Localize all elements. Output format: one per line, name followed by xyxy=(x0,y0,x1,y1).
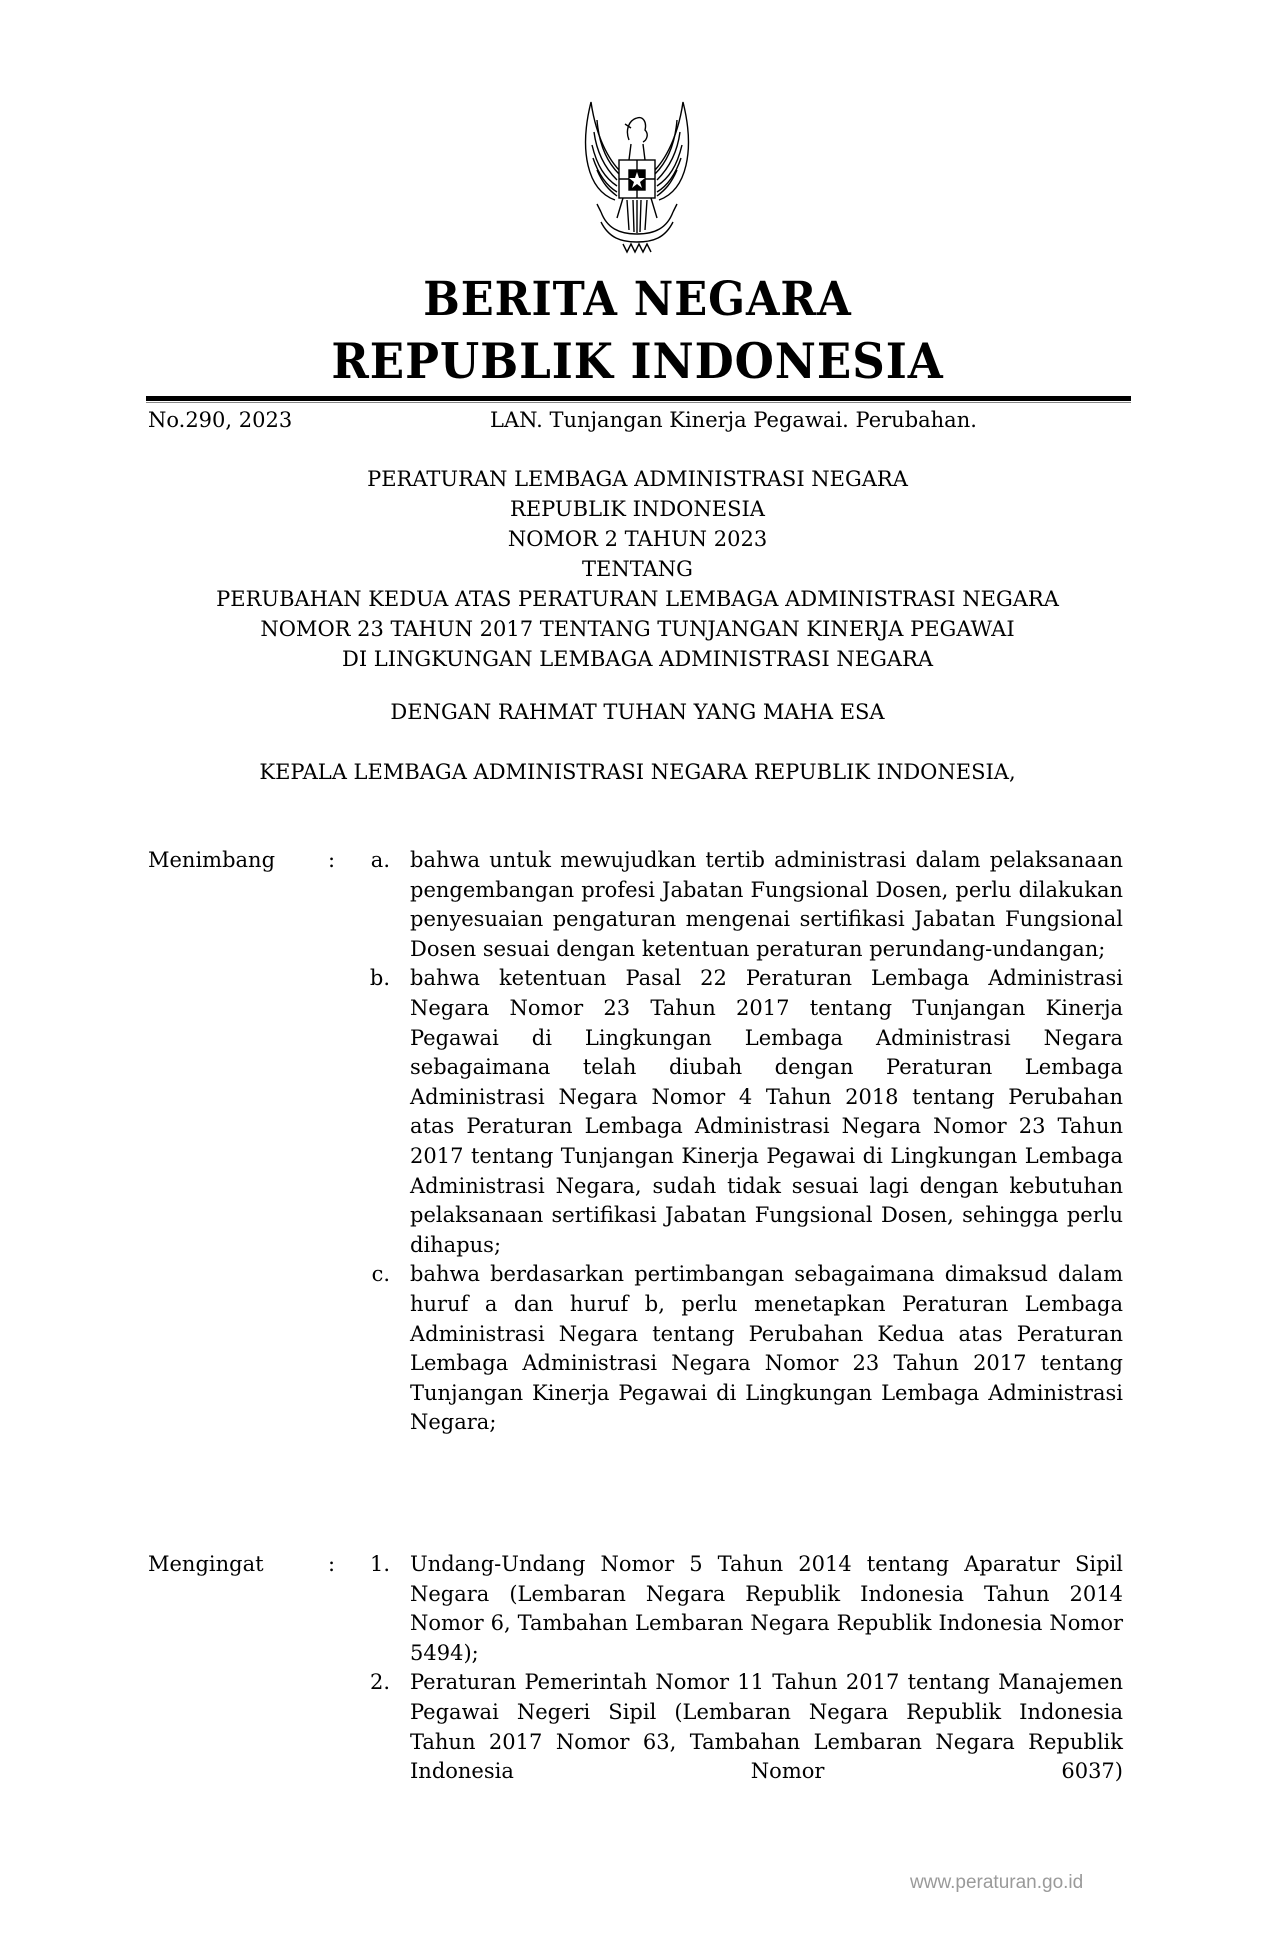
item-marker: a. xyxy=(370,848,390,872)
item-text: Peraturan Pemerintah Nomor 11 Tahun 2017 tentang Manajemen Pegawai Negeri Sipil (Lembaran Negara Republik Indonesia Tahun 2017 Nomor 63, Tambahan Lembaran Negara Republik Indonesia Nomor 6037) xyxy=(410,1670,1123,1784)
heading-line: NOMOR 2 TAHUN 2023 xyxy=(507,527,768,551)
list-item xyxy=(148,964,1123,1260)
section-colon: : xyxy=(328,848,336,872)
heading-line: REPUBLIK INDONESIA xyxy=(510,497,765,521)
list-item xyxy=(148,1260,1123,1438)
item-marker: c. xyxy=(371,1262,390,1287)
list-item xyxy=(148,1550,1123,1668)
section-label: Menimbang xyxy=(148,848,276,872)
heading-line: NOMOR 23 TAHUN 2017 TENTANG TUNJANGAN KINERJA PEGAWAI xyxy=(260,617,1015,641)
heading-line: PERUBAHAN KEDUA ATAS PERATURAN LEMBAGA ADMINISTRASI NEGARA xyxy=(216,587,1059,611)
item-text: Undang-Undang Nomor 5 Tahun 2014 tentang Aparatur Sipil Negara (Lembaran Negara Republik Indonesia Tahun 2014 Nomor 6, Tambahan Lembaran Negara Republik Indonesia Nomor 5494); xyxy=(410,1552,1123,1665)
item-marker: 2. xyxy=(369,1670,390,1695)
item-marker: b. xyxy=(369,966,390,991)
heading-line: TENTANG xyxy=(582,557,693,581)
item-text: bahwa untuk mewujudkan tertib administrasi dalam pelaksanaan pengembangan profesi Jabatan Fungsional Dosen, perlu dilakukan penyesuaian pengaturan mengenai sertifikasi Jabatan Fungsional Dosen sesuai dengan ketentuan peraturan perundang-undangan; xyxy=(410,848,1123,961)
masthead-divider-thin xyxy=(146,402,1131,403)
masthead-divider xyxy=(146,396,1131,401)
list-item xyxy=(148,1668,1123,1786)
item-text: bahwa ketentuan Pasal 22 Peraturan Lembaga Administrasi Negara Nomor 23 Tahun 2017 tentang Tunjangan Kinerja Pegawai di Lingkungan Lembaga Administrasi Negara sebagaimana telah diubah dengan Peraturan Lembaga Administrasi Negara Nomor 4 Tahun 2018 tentang Perubahan atas Peraturan Lembaga Administrasi Negara Nomor 23 Tahun 2017 tentang Tunjangan Kinerja Pegawai di Lingkungan Lembaga Administrasi Negara, sudah tidak sesuai lagi dengan kebutuhan pelaksanaan sertifikasi Jabatan Fungsional Dosen, sehingga perlu dihapus; xyxy=(410,966,1123,1257)
garuda-emblem-icon xyxy=(557,100,717,260)
publication-title-line2: REPUBLIK INDONESIA xyxy=(331,332,944,390)
invocation: DENGAN RAHMAT TUHAN YANG MAHA ESA xyxy=(390,700,885,724)
section-mengingat xyxy=(148,1550,1123,1787)
regulation-heading xyxy=(0,464,1275,674)
publication-title-line1: BERITA NEGARA xyxy=(423,272,852,327)
section-colon: : xyxy=(328,1552,336,1576)
source-watermark: www.peraturan.go.id xyxy=(910,1872,1084,1893)
section-label: Mengingat xyxy=(148,1552,264,1576)
heading-line: PERATURAN LEMBAGA ADMINISTRASI NEGARA xyxy=(367,467,908,491)
issue-number: No.290, 2023 xyxy=(148,408,293,432)
list-item xyxy=(148,846,1123,964)
item-marker: 1. xyxy=(369,1552,390,1576)
section-menimbang xyxy=(148,846,1123,1438)
heading-line: DI LINGKUNGAN LEMBAGA ADMINISTRASI NEGARA xyxy=(341,647,933,671)
item-text: bahwa berdasarkan pertimbangan sebagaimana dimaksud dalam huruf a dan huruf b, perlu menetapkan Peraturan Lembaga Administrasi Negara tentang Perubahan Kedua atas Peraturan Lembaga Administrasi Negara Nomor 23 Tahun 2017 tentang Tunjangan Kinerja Pegawai di Lingkungan Lembaga Administrasi Negara; xyxy=(410,1262,1123,1435)
issuing-authority: KEPALA LEMBAGA ADMINISTRASI NEGARA REPUBLIK INDONESIA, xyxy=(259,760,1016,784)
issue-subject: LAN. Tunjangan Kinerja Pegawai. Perubahan. xyxy=(490,408,977,432)
